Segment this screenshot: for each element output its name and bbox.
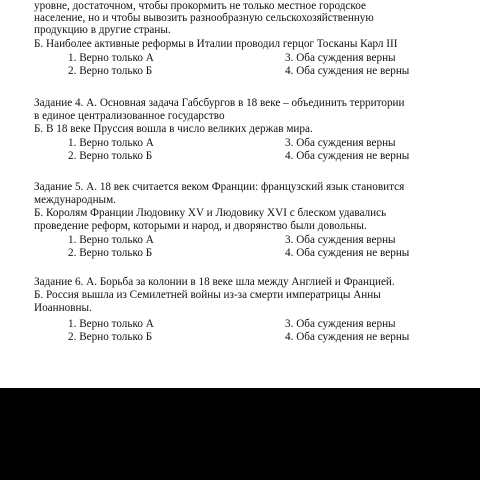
option-3: 3. Оба суждения верны [285, 234, 396, 246]
task5-statement-a: Задание 5. А. 18 век считается веком Франции: французский язык становится [34, 181, 405, 193]
option-2: 2. Верно только Б [68, 150, 153, 162]
option-1: 1. Верно только А [68, 234, 154, 246]
statement-b: Б. Наиболее активные реформы в Италии проводил герцог Тосканы Карл III [34, 38, 398, 50]
task4-statement-a: Задание 4. А. Основная задача Габсбургов в 18 веке – объединить территории [34, 97, 405, 109]
task6-statement-b: Б. Россия вышла из Семилетней войны из-за смерти императрицы Анны [34, 289, 381, 301]
option-3: 3. Оба суждения верны [285, 137, 396, 149]
option-3: 3. Оба суждения верны [285, 318, 396, 330]
option-4: 4. Оба суждения не верны [285, 247, 410, 259]
option-2: 2. Верно только Б [68, 247, 153, 259]
text-line: продукцию в другие страны. [34, 24, 171, 36]
text-line: проведение реформ, которыми и народ, и дворянство были довольны. [34, 220, 367, 232]
text-line: в единое централизованное государство [34, 110, 225, 122]
option-1: 1. Верно только А [68, 52, 154, 64]
text-line: население, но и чтобы вывозить разнообразную сельскохозяйственную [34, 12, 374, 24]
option-1: 1. Верно только А [68, 137, 154, 149]
text-line: уровне, достаточном, чтобы прокормить не только местное городское [34, 0, 366, 12]
text-line: Иоанновны. [34, 302, 92, 314]
text-line: международным. [34, 194, 116, 206]
task5-statement-b: Б. Королям Франции Людовику XV и Людовику XVI с блеском удавались [34, 207, 387, 219]
task6-statement-a: Задание 6. А. Борьба за колонии в 18 веке шла между Англией и Францией. [34, 276, 395, 288]
black-bottom-band [0, 388, 480, 480]
option-1: 1. Верно только А [68, 318, 154, 330]
task4-statement-b: Б. В 18 веке Пруссия вошла в число великих держав мира. [34, 123, 313, 135]
option-4: 4. Оба суждения не верны [285, 331, 410, 343]
option-2: 2. Верно только Б [68, 65, 153, 77]
option-2: 2. Верно только Б [68, 331, 153, 343]
option-4: 4. Оба суждения не верны [285, 150, 410, 162]
option-4: 4. Оба суждения не верны [285, 65, 410, 77]
option-3: 3. Оба суждения верны [285, 52, 396, 64]
